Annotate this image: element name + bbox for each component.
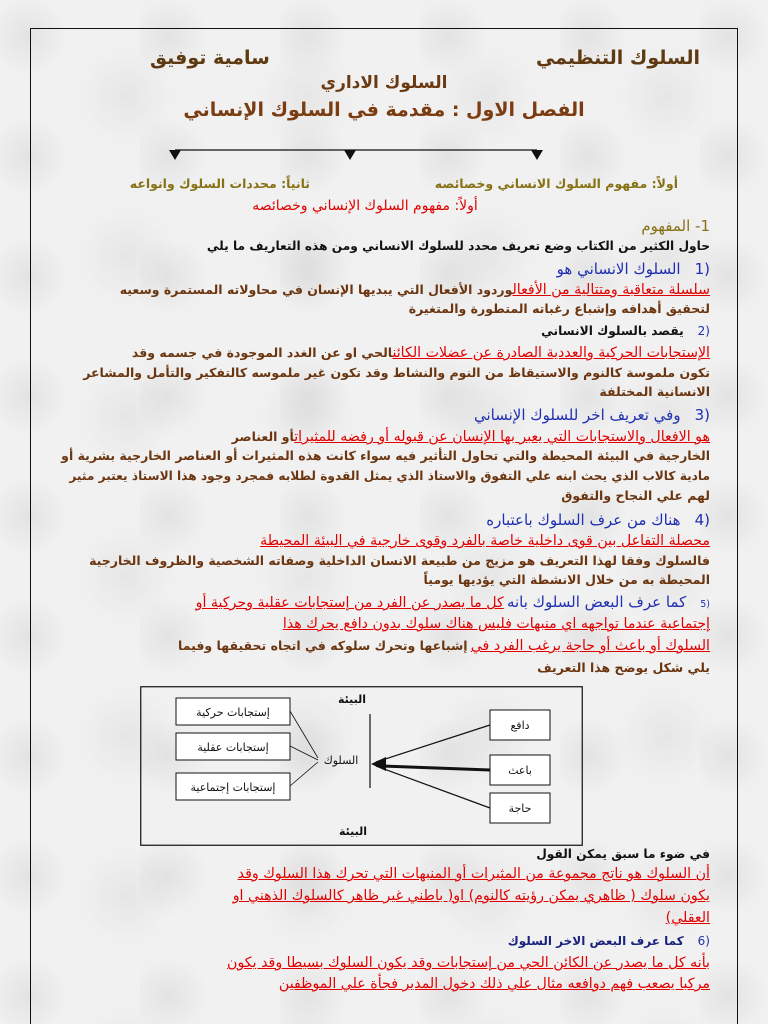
definition-highlight: بأنه كل ما يصدر عن الكائن الحي من إستجابات وقد يكون السلوك بسيطا وقد يكون: [227, 955, 710, 971]
definition-2-lead: [60, 321, 710, 343]
definition-2-line: [60, 382, 710, 404]
definition-highlight: كل ما يصدر عن الفرد من إستجابات عقلية وحركية أو: [195, 595, 504, 611]
definition-lead: السلوك الانساني هو: [556, 260, 681, 278]
definition-number: 5): [700, 599, 710, 610]
definition-text: لهم علي النجاح والتفوق: [561, 488, 710, 503]
definition-text: لتحقيق أهدافه وإشباع رغباته المتطورة والمتغيرة: [408, 301, 710, 316]
response-label: إستجابات عقلية: [197, 741, 269, 754]
definition-text: إشباعها وتحرك سلوكه في اتجاه تحقيقها وفيما: [178, 638, 468, 653]
definition-5-lead: [60, 592, 710, 615]
definition-text: أو العناصر: [231, 429, 295, 444]
section-title: أولاً: مفهوم السلوك الإنساني وخصائصه: [252, 198, 478, 214]
definition-number: 3): [694, 406, 710, 424]
definition-number: 1): [694, 260, 710, 278]
definition-6-line: [60, 974, 710, 996]
conclusion-text: يكون سلوك ( ظاهري يمكن رؤيته كالنوم) او( باطني غير ظاهر كالسلوك الذهني او: [232, 888, 710, 904]
conclusion-text: العقلي): [665, 910, 710, 926]
intro-text: حاول الكثير من الكتاب وضع تعريف محدد للسلوك الانساني ومن هذه التعاريف ما يلي: [206, 239, 710, 253]
course-title: السلوك التنظيمي: [535, 47, 700, 69]
driver-label: حاجة: [508, 802, 532, 815]
response-label: إستجابات حركية: [196, 706, 270, 719]
definition-number: 4): [694, 511, 710, 529]
definition-text: الخارجية في البيئة المحيطة والتي تحاول التأثير فيه سواء كانت هذه المثيرات أو العناصر الخارجية بشرية أو: [61, 448, 710, 463]
arrow-left-icon: [371, 757, 386, 771]
intro-line: [60, 236, 710, 258]
definition-2-line: [60, 343, 710, 365]
conclusion-line: [60, 864, 710, 886]
definition-5-line: [60, 636, 710, 658]
definition-6-line: [60, 953, 710, 975]
definition-highlight: الإستجابات الحركية والعددية الصادرة عن عضلات الكائن: [392, 345, 710, 361]
definition-4-line: [60, 531, 710, 553]
definition-highlight: السلوك أو باعث أو حاجة يرغب الفرد في: [470, 638, 710, 654]
definition-highlight: هو الافعال والاستجابات التي يعبر بها الإنسان عن قبوله أو رفضه للمثيرات: [294, 429, 710, 445]
definition-lead: كما عرف البعض الاخر السلوك: [507, 934, 684, 948]
definition-text: مادية كالاب الذي يحث ابنه علي التفوق والاستاذ الذي يمثل القدوة لطلابه فمجرد وجود هذا الاستاذ يعتبر مثير: [69, 469, 710, 483]
behavior-diagram: [140, 686, 583, 846]
outline-arrows: [160, 140, 560, 164]
arrow-down-icon: [344, 150, 356, 160]
conclusion-text: أن السلوك هو ناتج مجموعة من المثيرات أو المنبهات التي تحرك هذا السلوك وقد: [237, 866, 710, 882]
definition-lead: هناك من عرف السلوك باعتباره: [486, 511, 681, 529]
environment-label-top: البيئة: [337, 693, 367, 706]
definition-5-line: [60, 658, 710, 680]
definition-text: فالسلوك وفقا لهذا التعريف هو مزيج من طبيعة الانسان الداخلية وصفاته الشخصية والظروف الخارجية: [89, 553, 710, 568]
definition-3-line: [60, 466, 710, 488]
definition-text: الحي او عن الغدد الموجودة في جسمه وقد: [131, 345, 393, 360]
definition-lead: يقصد بالسلوك الانساني: [541, 324, 684, 338]
definition-text: المحيطة به من خلال الانشطة التي يؤديها يومياً: [423, 572, 710, 587]
subject-title: السلوك الاداري: [320, 73, 448, 93]
conclusion-lead: في ضوء ما سبق يمكن القول: [536, 847, 710, 861]
driver-label: دافع: [510, 719, 530, 732]
driver-label: باعث: [508, 764, 532, 777]
definition-text: وردود الأفعال التي يبديها الإنسان في محاولاته المستمرة وسعيه: [119, 282, 513, 297]
outline-item-second: ثانياً: محددات السلوك وانواعه: [129, 176, 310, 191]
definition-5-line: [60, 614, 710, 636]
arrow-down-icon: [169, 150, 181, 160]
definition-highlight: سلسلة متعاقبة ومتتالية من الأفعال: [512, 282, 710, 298]
definition-text: تكون ملموسة كالنوم والاستيقاظ من النوم والنشاط وقد تكون غير ملموسه كالتفكير والتأمل والمشاعر: [83, 365, 710, 380]
definition-number: 2): [697, 324, 710, 338]
definition-text: الانسانية المختلفة: [599, 384, 710, 399]
conclusion-line: [60, 908, 710, 930]
conclusion-line: [60, 886, 710, 908]
definition-3-line: [60, 486, 710, 508]
definition-text: يلي شكل يوضح هذا التعريف: [537, 660, 710, 675]
definition-lead: كما عرف البعض السلوك بانه: [506, 593, 687, 611]
definition-highlight: إجتماعية عندما تواجهه اي منبهات فليس هناك سلوك بدون دافع يحرك هذا: [282, 616, 710, 632]
author-name: سامية توفيق: [150, 47, 270, 69]
arrow-down-icon: [531, 150, 543, 160]
behavior-label: السلوك: [323, 754, 359, 767]
definition-1-lead: [60, 259, 710, 282]
definition-3-line: [60, 446, 710, 468]
definition-highlight: مركبا يصعب فهم دوافعه مثال علي ذلك دخول المدير فجأة علي الموظفين: [278, 976, 710, 992]
definition-6-lead: [60, 931, 710, 953]
definition-highlight: محصلة التفاعل بين قوى داخلية خاصة بالفرد وقوى خارجية في البيئة المحيطة: [260, 533, 710, 549]
response-label: إستجابات إجتماعية: [190, 781, 276, 794]
chapter-title: الفصل الاول : مقدمة في السلوك الإنساني: [183, 99, 585, 121]
definition-1-line: [60, 299, 710, 321]
definition-lead: وفي تعريف اخر للسلوك الإنساني: [473, 406, 681, 424]
outline-item-first: أولاً: مفهوم السلوك الانساني وخصائصه: [434, 176, 678, 191]
environment-label-bottom: البيئة: [338, 825, 368, 838]
conclusion-lead-line: [60, 844, 710, 866]
concept-heading: 1- المفهوم: [641, 217, 710, 235]
definition-3-lead: [60, 405, 710, 428]
definition-4-lead: [60, 510, 710, 533]
definition-number: 6): [697, 934, 710, 948]
definition-4-line: [60, 570, 710, 592]
